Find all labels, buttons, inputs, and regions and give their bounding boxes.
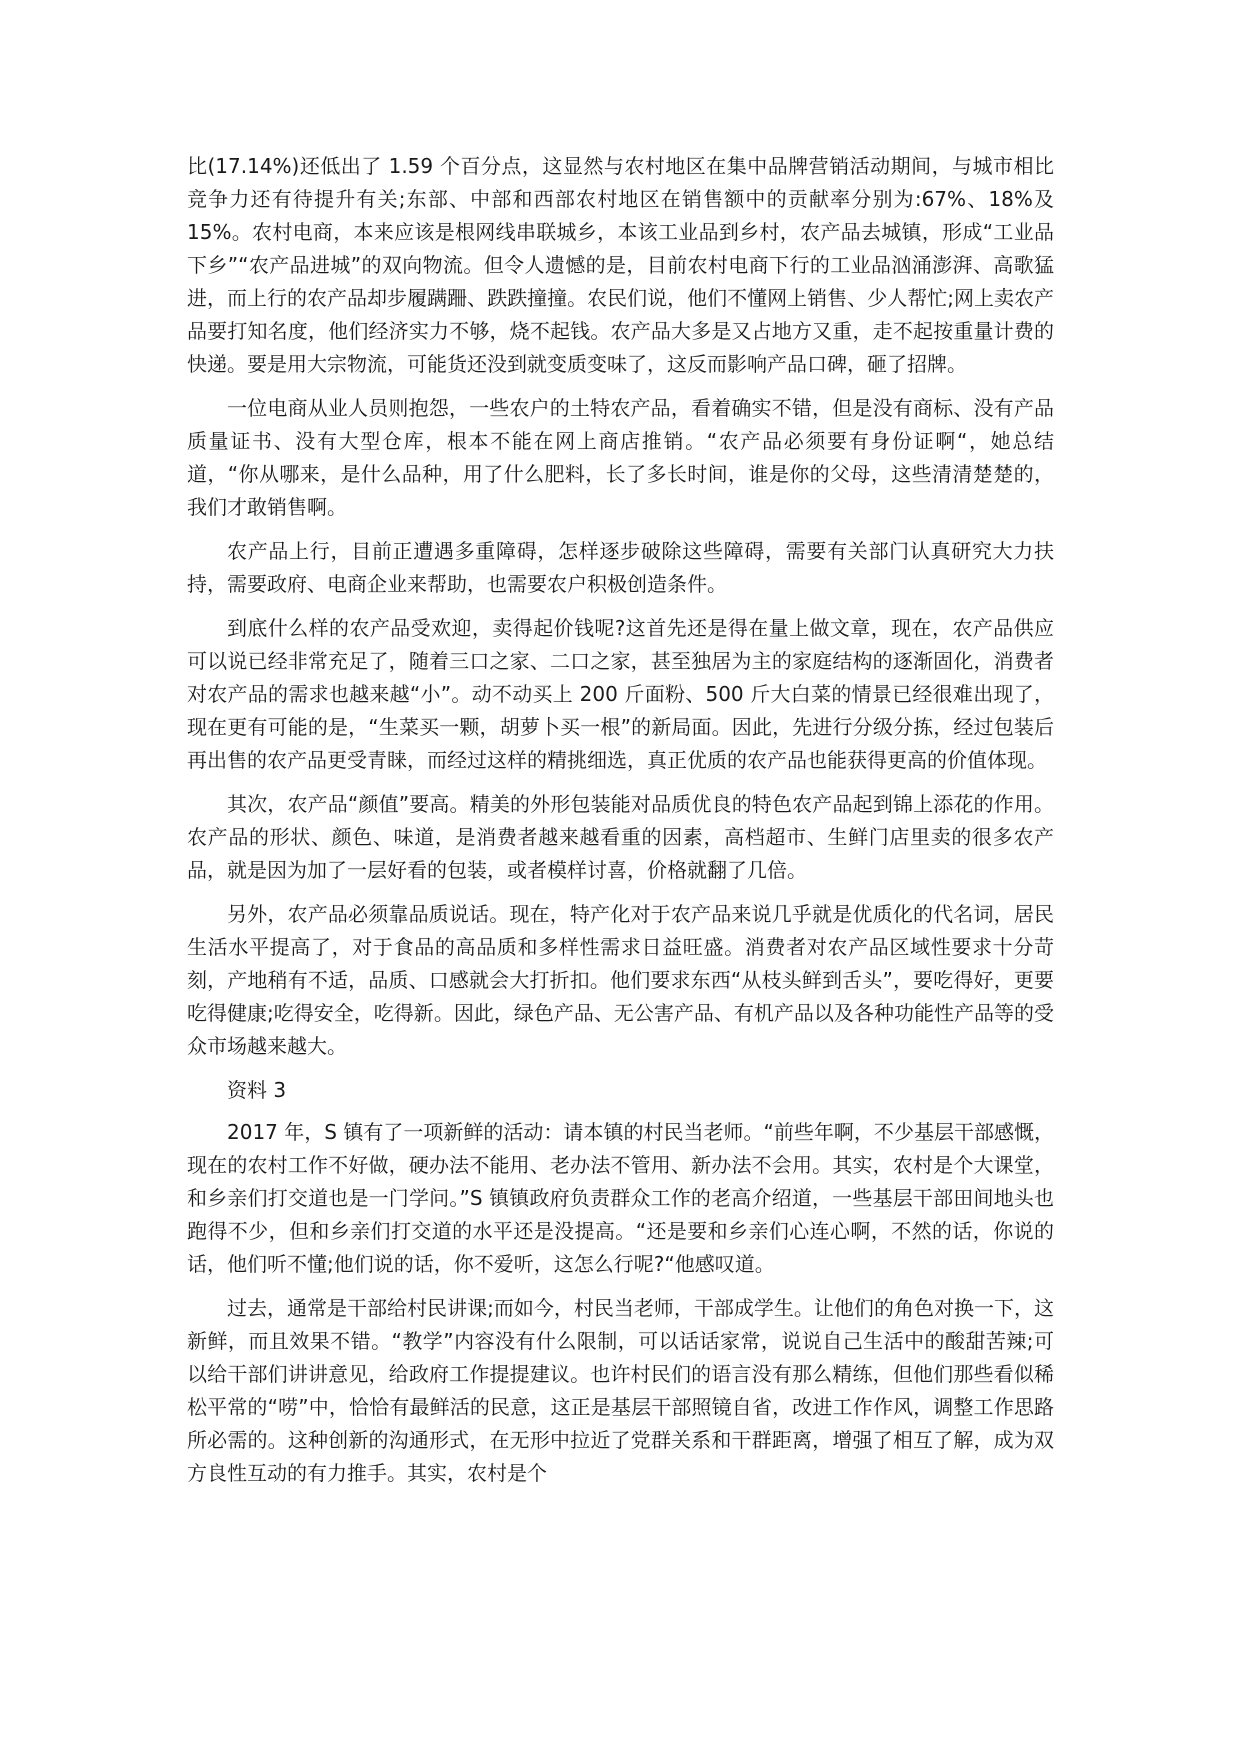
paragraph: 2017 年，S 镇有了一项新鲜的活动：请本镇的村民当老师。“前些年啊，不少基层干部感慨，现在的农村工作不好做，硬办法不能用、老办法不管用、新办法不会用。其实，农村是个大课堂，和乡亲们打交道也是一门学问。”S 镇镇政府负责群众工作的老高介绍道，一些基层干部田间地头也跑得不少，但和乡亲们打交道的水平还是没提高。“还是要和乡亲们心连心啊，不然的话，你说的话，他们听不懂;他们说的话，你不爱听，这怎么行呢?“他感叹道。	[187, 1120, 1054, 1276]
paragraph: 过去，通常是干部给村民讲课;而如今，村民当老师，干部成学生。让他们的角色对换一下，这新鲜，而且效果不错。“教学”内容没有什么限制，可以话话家常，说说自己生活中的酸甜苦辣;可以给干部们讲讲意见，给政府工作提提建议。也许村民们的语言没有那么精练，但他们那些看似稀松平常的“唠”中，恰恰有最鲜活的民意，这正是基层干部照镜自省，改进工作作风，调整工作思路所必需的。这种创新的沟通形式，在无形中拉近了党群关系和干群距离，增强了相互了解，成为双方良性互动的有力推手。其实，农村是个	[187, 1296, 1054, 1485]
document-page	[187, 150, 1054, 1501]
section-heading: 资料 3	[227, 1078, 287, 1102]
paragraph: 农产品上行，目前正遭遇多重障碍，怎样逐步破除这些障碍，需要有关部门认真研究大力扶持，需要政府、电商企业来帮助，也需要农户积极创造条件。	[187, 539, 1054, 596]
paragraph: 到底什么样的农产品受欢迎，卖得起价钱呢?这首先还是得在量上做文章，现在，农产品供应可以说已经非常充足了，随着三口之家、二口之家，甚至独居为主的家庭结构的逐渐固化，消费者对农产品的需求也越来越“小”。动不动买上 200 斤面粉、500 斤大白菜的情景已经很难出现了，现在更有可能的是，“生菜买一颗，胡萝卜买一根”的新局面。因此，先进行分级分拣，经过包装后再出售的农产品更受青睐，而经过这样的精挑细选，真正优质的农产品也能获得更高的价值体现。	[187, 616, 1054, 772]
paragraph: 一位电商从业人员则抱怨，一些农户的土特农产品，看着确实不错，但是没有商标、没有产品质量证书、没有大型仓库，根本不能在网上商店推销。“农产品必须要有身份证啊“，她总结道，“你从哪来，是什么品种，用了什么肥料，长了多长时间，谁是你的父母，这些清清楚楚的，我们才敢销售啊。	[187, 396, 1054, 519]
paragraph: 另外，农产品必须靠品质说话。现在，特产化对于农产品来说几乎就是优质化的代名词，居民生活水平提高了，对于食品的高品质和多样性需求日益旺盛。消费者对农产品区域性要求十分苛刻，产地稍有不适，品质、口感就会大打折扣。他们要求东西“从枝头鲜到舌头”，要吃得好，更要吃得健康;吃得安全，吃得新。因此，绿色产品、无公害产品、有机产品以及各种功能性产品等的受众市场越来越大。	[187, 902, 1054, 1058]
paragraph: 比(17.14%)还低出了 1.59 个百分点，这显然与农村地区在集中品牌营销活动期间，与城市相比竞争力还有待提升有关;东部、中部和西部农村地区在销售额中的贡献率分别为:67%、18%及 15%。农村电商，本来应该是根网线串联城乡，本该工业品到乡村，农产品去城镇，形成“工业品下乡”“农产品进城”的双向物流。但令人遗憾的是，目前农村电商下行的工业品汹涌澎湃、高歌猛进，而上行的农产品却步履蹒跚、跌跌撞撞。农民们说，他们不懂网上销售、少人帮忙;网上卖农产品要打知名度，他们经济实力不够，烧不起钱。农产品大多是又占地方又重，走不起按重量计费的快递。要是用大宗物流，可能货还没到就变质变味了，这反而影响产品口碑，砸了招牌。	[187, 154, 1054, 376]
paragraph: 其次，农产品“颜值”要高。精美的外形包装能对品质优良的特色农产品起到锦上添花的作用。农产品的形状、颜色、味道，是消费者越来越看重的因素，高档超市、生鲜门店里卖的很多农产品，就是因为加了一层好看的包装，或者模样讨喜，价格就翻了几倍。	[187, 792, 1054, 882]
